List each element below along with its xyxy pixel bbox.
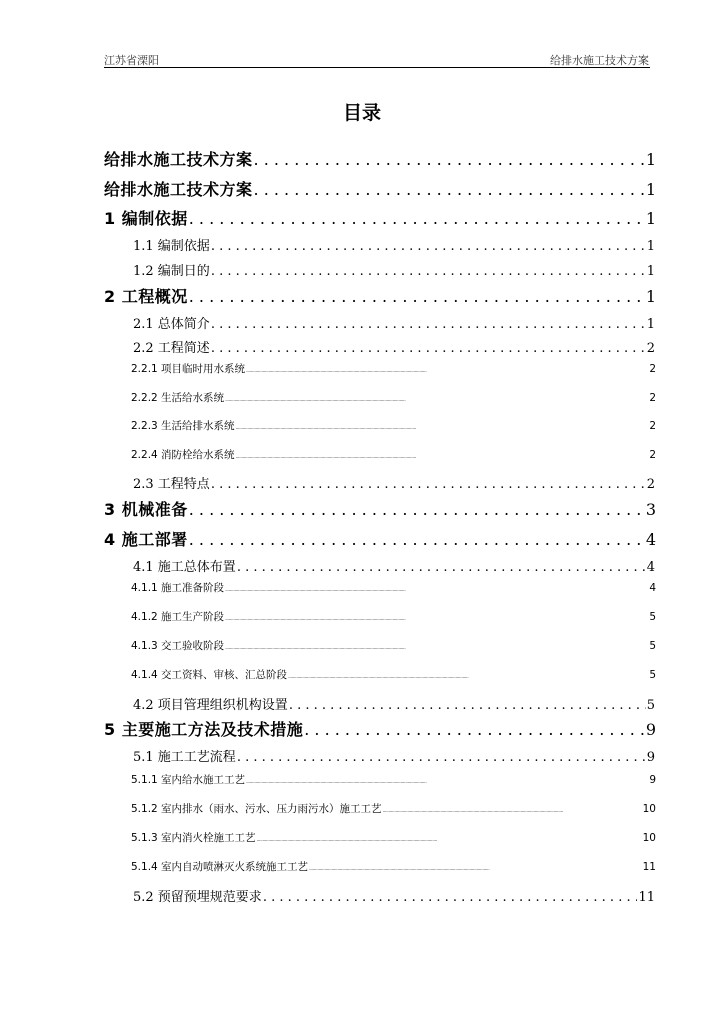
toc-entry[interactable]: 2.2.3 生活给排水系统 . . . 2	[131, 418, 656, 433]
toc-entry[interactable]: 1.1 编制依据 . . . 1	[133, 235, 655, 254]
toc-entry[interactable]: 5.1 施工工艺流程 . . . 9	[133, 746, 655, 765]
toc-entry[interactable]: 2 工程概况 . . . 1	[104, 284, 656, 307]
toc-entry[interactable]: 2.1 总体简介 . . . 1	[133, 313, 655, 332]
toc-entry[interactable]: 2.2.1 项目临时用水系统 . . . 2	[131, 361, 656, 376]
toc-entry[interactable]: 4 施工部署 . . . 4	[104, 527, 656, 550]
toc-entry[interactable]: 给排水施工技术方案 . . . 1	[104, 177, 656, 200]
toc-title: 目录	[342, 102, 381, 124]
toc-entry[interactable]: 4.1.2 施工生产阶段 . . . 5	[131, 609, 656, 624]
toc-entry[interactable]: 1.2 编制日的 . . . 1	[133, 260, 655, 279]
toc-entry[interactable]: 1 编制依据 . . . 1	[104, 206, 656, 229]
toc-entry[interactable]: 5.1.1 室内给水施工工艺 . . . 9	[131, 772, 656, 787]
header-doc-title: 给排水施工技术方案	[550, 54, 649, 67]
toc-entry[interactable]: 2.2.4 消防栓给水系统 . . . 2	[131, 447, 656, 462]
toc-entry[interactable]: 2.3 工程特点 . . . 2	[133, 473, 655, 492]
toc-entry[interactable]: 5.1.3 室内消火栓施工工艺 . . . 10	[131, 830, 656, 845]
toc-entry[interactable]: 5 主要施工方法及技术措施 . . . 9	[104, 717, 656, 740]
toc-entry[interactable]: 4.2 项目管理组织机构设置 . . . 5	[133, 694, 655, 713]
header-divider	[104, 67, 650, 68]
toc-entry[interactable]: 3 机械准备 . . . 3	[104, 497, 656, 520]
toc-entry[interactable]: 2.2.2 生活给水系统 . . . 2	[131, 390, 656, 405]
toc-entry[interactable]: 4.1.1 施工准备阶段 . . . 4	[131, 580, 656, 595]
toc-entry[interactable]: 4.1.3 交工验收阶段 . . . 5	[131, 638, 656, 653]
toc-entry[interactable]: 5.2 预留预埋规范要求 . . . 11	[133, 886, 655, 905]
toc-entry[interactable]: 5.1.2 室内排水（雨水、污水、压力雨污水）施工工艺 . . . 10	[131, 801, 656, 816]
toc-entry[interactable]: 4.1 施工总体布置 . . . 4	[133, 556, 655, 575]
toc-entry[interactable]: 5.1.4 室内自动喷淋灭火系统施工工艺 . . . 11	[131, 859, 656, 874]
toc-entry[interactable]: 给排水施工技术方案 . . . 1	[104, 147, 656, 170]
toc-entry[interactable]: 2.2 工程简述 . . . 2	[133, 337, 655, 356]
toc-entry[interactable]: 4.1.4 交工资料、审核、汇总阶段 . . . 5	[131, 667, 656, 682]
header-location: 江苏省溧阳	[104, 54, 159, 67]
